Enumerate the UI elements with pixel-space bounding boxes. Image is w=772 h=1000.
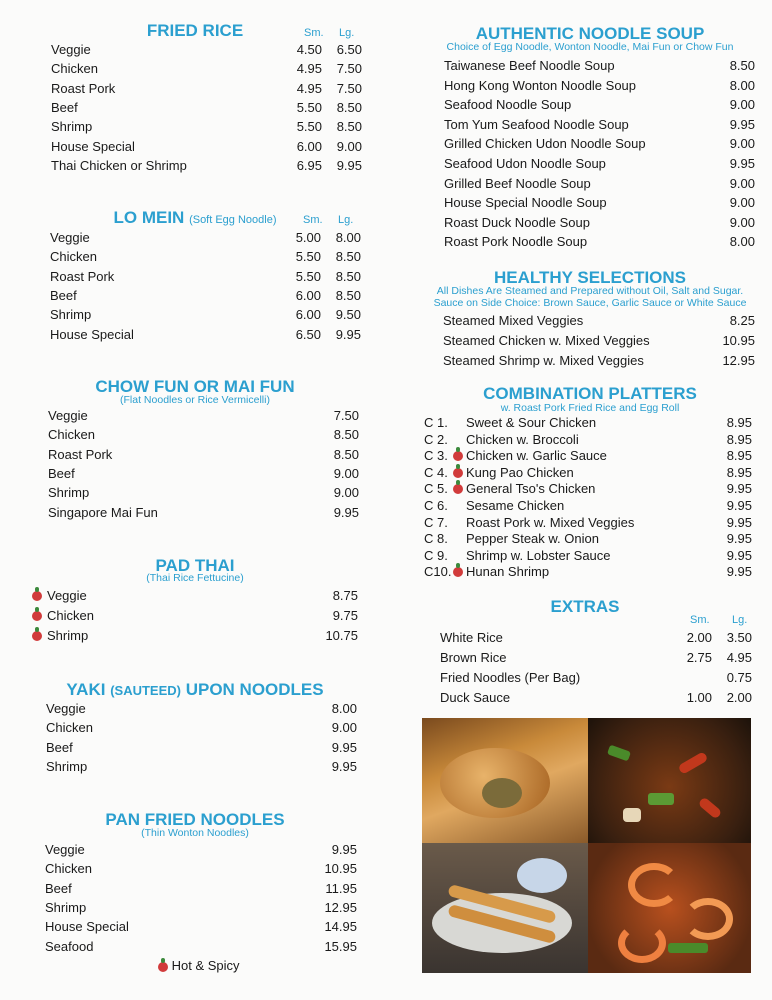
- combo-price: 9.95: [726, 514, 752, 530]
- item-name: Steamed Shrimp w. Mixed Veggies: [443, 353, 644, 368]
- combo-name: Pepper Steak w. Onion: [466, 531, 599, 547]
- item-name: Grilled Beef Noodle Soup: [444, 175, 591, 191]
- item-name: Tom Yum Seafood Noodle Soup: [444, 116, 629, 132]
- food-photo-skewers: [422, 843, 588, 973]
- item-price-large: 9.95: [335, 326, 361, 342]
- combo-code: C 1.: [424, 415, 448, 430]
- item-price: 12.95: [722, 353, 755, 368]
- pad-thai-title: PAD THAI: [155, 556, 235, 575]
- item-price: 9.00: [729, 136, 755, 152]
- item-name: Beef: [51, 99, 78, 115]
- item-price: 8.25: [729, 313, 755, 328]
- item-name: Steamed Chicken w. Mixed Veggies: [443, 333, 650, 348]
- combo-name: Chicken w. Broccoli: [466, 431, 579, 447]
- combo-code: C 3.: [424, 448, 448, 464]
- item-name: Steamed Mixed Veggies: [443, 313, 584, 328]
- combo-price: 8.95: [726, 415, 752, 430]
- item-price-large: 8.50: [336, 119, 362, 135]
- item-name: Brown Rice: [440, 650, 507, 665]
- item-price: 8.50: [729, 58, 755, 73]
- pan-fried-title: PAN FRIED NOODLES: [105, 810, 285, 829]
- combo-name: Shrimp w. Lobster Sauce: [466, 547, 611, 563]
- item-price: 9.00: [729, 175, 755, 191]
- item-name: Veggie: [50, 230, 90, 245]
- item-price-small: 5.50: [296, 119, 322, 135]
- item-price: 9.95: [333, 504, 359, 520]
- item-price-small: 6.50: [295, 326, 321, 342]
- item-price: 8.50: [333, 427, 359, 443]
- item-name: Hong Kong Wonton Noodle Soup: [444, 77, 637, 93]
- item-name: Beef: [50, 287, 77, 303]
- fried-rice-sm-header: Sm.: [304, 27, 324, 39]
- item-price-large: 8.50: [335, 268, 361, 284]
- combo-title: COMBINATION PLATTERS: [483, 384, 697, 403]
- combo-code: C 9.: [424, 547, 448, 563]
- item-price: 10.95: [324, 861, 357, 877]
- item-price: 10.95: [722, 333, 755, 348]
- item-name: Chicken: [48, 427, 95, 443]
- item-price: 9.00: [729, 97, 755, 113]
- yaki-title: [40, 680, 350, 701]
- lo-mein-sm-header: Sm.: [303, 214, 323, 226]
- item-price: 8.00: [729, 77, 755, 93]
- item-price: 8.00: [331, 701, 357, 716]
- item-price: 9.00: [729, 195, 755, 211]
- item-name: Veggie: [45, 842, 85, 857]
- item-price: 9.00: [333, 485, 359, 501]
- item-price-small: 4.95: [296, 80, 322, 96]
- item-price: 8.50: [333, 446, 359, 462]
- item-price-large: 8.00: [335, 230, 361, 245]
- yaki-title-b: (SAUTEED): [110, 683, 181, 698]
- pad-thai-subtitle: (Thai Rice Fettucine): [146, 572, 244, 584]
- yaki-title-c: UPON NOODLES: [185, 680, 324, 699]
- combo-name: Chicken w. Garlic Sauce: [466, 448, 607, 464]
- item-price: 8.75: [332, 588, 358, 603]
- item-price-large: 0.75: [726, 670, 752, 685]
- lo-mein-title: [60, 208, 330, 230]
- noodle-soup-title: AUTHENTIC NOODLE SOUP: [475, 24, 705, 43]
- item-price-small: 5.00: [295, 230, 321, 245]
- item-name: Shrimp: [48, 485, 90, 501]
- fried-rice-lg-header: Lg.: [339, 27, 355, 39]
- item-name: Chicken: [45, 861, 92, 877]
- item-price-large: 6.50: [336, 42, 362, 57]
- lo-mein-title-text: LO MEIN: [113, 208, 185, 227]
- item-name: Roast Pork: [51, 80, 116, 96]
- combo-name: Sesame Chicken: [466, 498, 565, 513]
- item-name: Shrimp: [47, 628, 89, 643]
- item-price-small: 5.50: [296, 99, 322, 115]
- chili-icon: [453, 484, 463, 494]
- item-name: House Special: [45, 919, 129, 935]
- lo-mein-subtitle: (Soft Egg Noodle): [189, 214, 277, 226]
- item-name: Fried Noodles (Per Bag): [440, 670, 581, 685]
- item-price-large: 2.00: [726, 690, 752, 705]
- item-name: Seafood Udon Noodle Soup: [444, 156, 606, 171]
- item-price-large: 9.00: [336, 138, 362, 154]
- item-name: Taiwanese Beef Noodle Soup: [444, 58, 615, 73]
- item-price-small: 6.00: [296, 138, 322, 154]
- item-name: Beef: [45, 880, 72, 896]
- item-price: 9.95: [331, 739, 357, 755]
- item-price-large: 9.95: [336, 157, 362, 173]
- fried-rice-title: FRIED RICE: [146, 21, 244, 40]
- item-name: Singapore Mai Fun: [48, 504, 158, 520]
- item-name: House Special: [50, 326, 134, 342]
- item-price-small: 2.00: [686, 630, 712, 645]
- combo-subtitle: w. Roast Pork Fried Rice and Egg Roll: [500, 402, 680, 414]
- item-name: Grilled Chicken Udon Noodle Soup: [444, 136, 646, 152]
- healthy-subtitle-2: Sauce on Side Choice: Brown Sauce, Garlic Sauce or White Sauce: [433, 297, 747, 309]
- item-name: Roast Pork: [50, 268, 115, 284]
- item-price-small: 6.00: [295, 287, 321, 303]
- healthy-subtitle-1: All Dishes Are Steamed and Prepared without Oil, Salt and Sugar.: [436, 285, 744, 297]
- chili-icon: [158, 962, 168, 972]
- item-name: Shrimp: [51, 119, 93, 135]
- combo-name: Hunan Shrimp: [466, 564, 550, 580]
- combo-price: 9.95: [726, 564, 752, 580]
- combo-name: Kung Pao Chicken: [466, 464, 574, 480]
- combo-code: C 4.: [424, 464, 448, 480]
- item-price: 10.75: [325, 628, 358, 643]
- food-photo-kung-pao: [588, 718, 751, 843]
- item-price: 8.00: [729, 234, 755, 250]
- item-price-large: 7.50: [336, 61, 362, 77]
- item-price-small: 2.75: [686, 650, 712, 665]
- item-price-large: 9.50: [335, 307, 361, 323]
- item-price-small: 6.00: [295, 307, 321, 323]
- item-price: 9.00: [331, 720, 357, 736]
- combo-price: 9.95: [726, 498, 752, 513]
- item-price-small: 4.95: [296, 61, 322, 77]
- item-price: 9.75: [332, 608, 358, 623]
- item-price: 12.95: [324, 899, 357, 915]
- item-price-small: 4.50: [296, 42, 322, 57]
- item-name: Roast Pork: [48, 446, 113, 462]
- item-name: Chicken: [46, 720, 93, 736]
- combo-name: Sweet & Sour Chicken: [466, 415, 597, 430]
- item-price-large: 3.50: [726, 630, 752, 645]
- food-photo-curry: [422, 718, 588, 843]
- item-price-small: 6.95: [296, 157, 322, 173]
- item-name: Veggie: [48, 408, 88, 423]
- item-name: Beef: [48, 465, 75, 481]
- item-name: Chicken: [47, 608, 94, 623]
- item-price-small: 5.50: [295, 249, 321, 265]
- food-photo-shrimp: [588, 843, 751, 973]
- item-name: Seafood Noodle Soup: [444, 97, 572, 113]
- item-price: 9.00: [729, 214, 755, 230]
- pan-fried-subtitle: (Thin Wonton Noodles): [141, 827, 249, 839]
- combo-price: 8.95: [726, 431, 752, 447]
- item-name: Duck Sauce: [440, 690, 511, 705]
- item-name: Chicken: [50, 249, 97, 265]
- item-price: 7.50: [333, 408, 359, 423]
- combo-name: Roast Pork w. Mixed Veggies: [466, 514, 635, 530]
- item-name: Shrimp: [50, 307, 92, 323]
- item-name: House Special: [51, 138, 135, 154]
- combo-price: 9.95: [726, 547, 752, 563]
- lo-mein-lg-header: Lg.: [338, 214, 354, 226]
- item-name: White Rice: [440, 630, 503, 645]
- item-name: Beef: [46, 739, 73, 755]
- item-price: 14.95: [324, 919, 357, 935]
- chili-icon: [453, 451, 463, 461]
- chili-icon: [32, 591, 42, 601]
- item-name: Shrimp: [46, 758, 88, 774]
- legend-text: Hot & Spicy: [171, 958, 240, 973]
- item-price: 9.95: [729, 156, 755, 171]
- combo-price: 8.95: [726, 448, 752, 464]
- item-name: Chicken: [51, 61, 98, 77]
- chili-icon: [453, 567, 463, 577]
- item-name: Roast Duck Noodle Soup: [444, 214, 590, 230]
- chili-icon: [32, 631, 42, 641]
- combo-price: 9.95: [726, 481, 752, 497]
- combo-code: C 5.: [424, 481, 448, 497]
- extras-lg-header: Lg.: [732, 614, 748, 626]
- extras-sm-header: Sm.: [690, 614, 710, 626]
- item-price-large: 8.50: [336, 99, 362, 115]
- noodle-soup-subtitle: Choice of Egg Noodle, Wonton Noodle, Mai Fun or Chow Fun: [446, 41, 734, 53]
- item-price: 9.95: [331, 758, 357, 774]
- chili-icon: [32, 611, 42, 621]
- combo-name: General Tso's Chicken: [466, 481, 596, 497]
- item-name: Veggie: [47, 588, 87, 603]
- item-price: 9.95: [331, 842, 357, 857]
- item-price-large: 8.50: [335, 287, 361, 303]
- item-name: Veggie: [46, 701, 86, 716]
- legend: [158, 958, 240, 973]
- extras-title: EXTRAS: [550, 597, 620, 616]
- yaki-title-a: YAKI: [66, 680, 106, 699]
- item-name: Seafood: [45, 938, 94, 954]
- item-price-large: 8.50: [335, 249, 361, 265]
- item-name: Shrimp: [45, 899, 87, 915]
- chili-icon: [453, 468, 463, 478]
- healthy-title: HEALTHY SELECTIONS: [493, 268, 687, 287]
- item-price-small: 5.50: [295, 268, 321, 284]
- combo-code: C 7.: [424, 514, 448, 530]
- item-price: 9.00: [333, 465, 359, 481]
- item-price-large: 4.95: [726, 650, 752, 665]
- item-price-large: 7.50: [336, 80, 362, 96]
- item-name: Thai Chicken or Shrimp: [51, 157, 187, 173]
- combo-code: C 6.: [424, 498, 448, 513]
- item-price-small: 1.00: [686, 690, 712, 705]
- item-name: Veggie: [51, 42, 91, 57]
- item-price: 11.95: [325, 880, 357, 896]
- item-price: 9.95: [729, 116, 755, 132]
- combo-code: C10.: [424, 564, 452, 580]
- combo-price: 9.95: [726, 531, 752, 547]
- combo-code: C 2.: [424, 431, 448, 447]
- item-name: House Special Noodle Soup: [444, 195, 607, 211]
- combo-price: 8.95: [726, 464, 752, 480]
- item-price: 15.95: [324, 938, 357, 954]
- combo-code: C 8.: [424, 531, 448, 547]
- chow-fun-subtitle: (Flat Noodles or Rice Vermicelli): [120, 394, 270, 406]
- chow-fun-title: CHOW FUN OR MAI FUN: [95, 377, 295, 396]
- item-name: Roast Pork Noodle Soup: [444, 234, 588, 250]
